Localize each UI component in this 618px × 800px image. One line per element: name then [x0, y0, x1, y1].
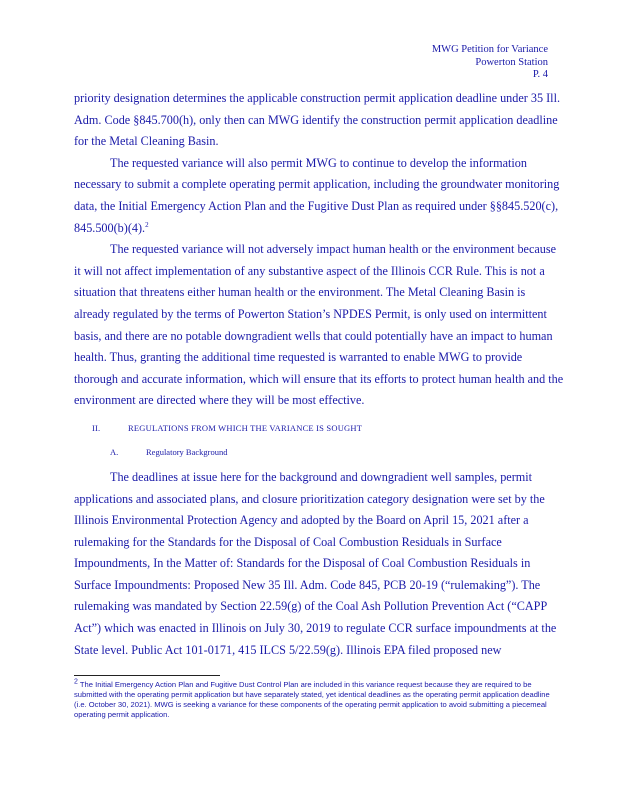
footnote-text: The Initial Emergency Action Plan and Fugitive Dust Control Plan are included in this variance request because they are required to be submitted with the operating permit application but have separately stated, yet identical deadlines as the operating permit application deadline (i.e. October 30, 2021). MWG is seeking a variance for these components of the operating permit application to avoid submitting a piecemeal operating permit application. [74, 680, 550, 719]
subsection-heading [74, 445, 564, 459]
section-title: REGULATIONS FROM WHICH THE VARIANCE IS SOUGHT [128, 422, 363, 433]
paragraph-text: The requested variance will also permit MWG to continue to develop the information necessary to submit a complete operating permit application, including the groundwater monitoring data, the Initial Emergency Action Plan and the Fugitive Dust Plan as required under §§845.520(c), 845.500(b)(4). [74, 155, 560, 235]
subsection-title: Regulatory Background [146, 446, 228, 457]
header-title: MWG Petition for Variance [431, 44, 548, 55]
footnote [74, 680, 564, 720]
paragraph-human-health: The requested variance will not adversely impact human health or the environment because it will not affect implementation of any substantive aspect of the Illinois CCR Rule. This is not a situation that threatens either human health or the environment. The Metal Cleaning Basin is already regulated by the terms of Powerton Station’s NPDES Permit, is only used on intermittent basis, and there are no potable downgradient wells that could potentially have an impact to human health. Thus, granting the additional time requested is warranted to enable MWG to provide thorough and accurate information, which will ensure that its efforts to protect human health and the environment are directed where they will be most effective. [74, 242, 564, 408]
document-body [74, 88, 564, 661]
footnote-reference: 2 [145, 220, 149, 229]
page-header [432, 44, 548, 82]
paragraph-continued: priority designation determines the applicable construction permit application deadline under 35 Ill. Adm. Code §845.700(h), only then can MWG identify the construction permit application deadline for the Metal Cleaning Basin. [74, 91, 561, 149]
paragraph-operating-permit [74, 153, 564, 239]
header-station: Powerton Station [475, 56, 548, 68]
header-page-number: P. 4 [532, 69, 548, 80]
paragraph-regulatory-background: The deadlines at issue here for the background and downgradient well samples, permit applications and associated plans, and closure prioritization category designation were set by the Illinois Environmental Protection Agency and adopted by the Board on April 15, 2021 after a rulemaking for the Standards for the Disposal of Coal Combustion Residuals in Surface Impoundments, In the Matter of: Standards for the Disposal of Coal Combustion Residuals in Surface Impoundments: Proposed New 35 Ill. Adm. Code 845, PCB 20-19 (“rulemaking”). The rulemaking was mandated by Section 22.59(g) of the Coal Ash Pollution Prevention Act (“CAPP Act”) which was enacted in Illinois on July 30, 2019 to regulate CCR surface impoundments at the State level. Public Act 101-0171, 415 ILCS 5/22.59(g). Illinois EPA filed proposed new [74, 469, 557, 657]
footnote-number: 2 [74, 678, 78, 686]
section-number: II. [92, 422, 101, 433]
subsection-letter: A. [110, 446, 119, 457]
section-heading [74, 421, 564, 435]
footnote-divider [74, 675, 220, 676]
